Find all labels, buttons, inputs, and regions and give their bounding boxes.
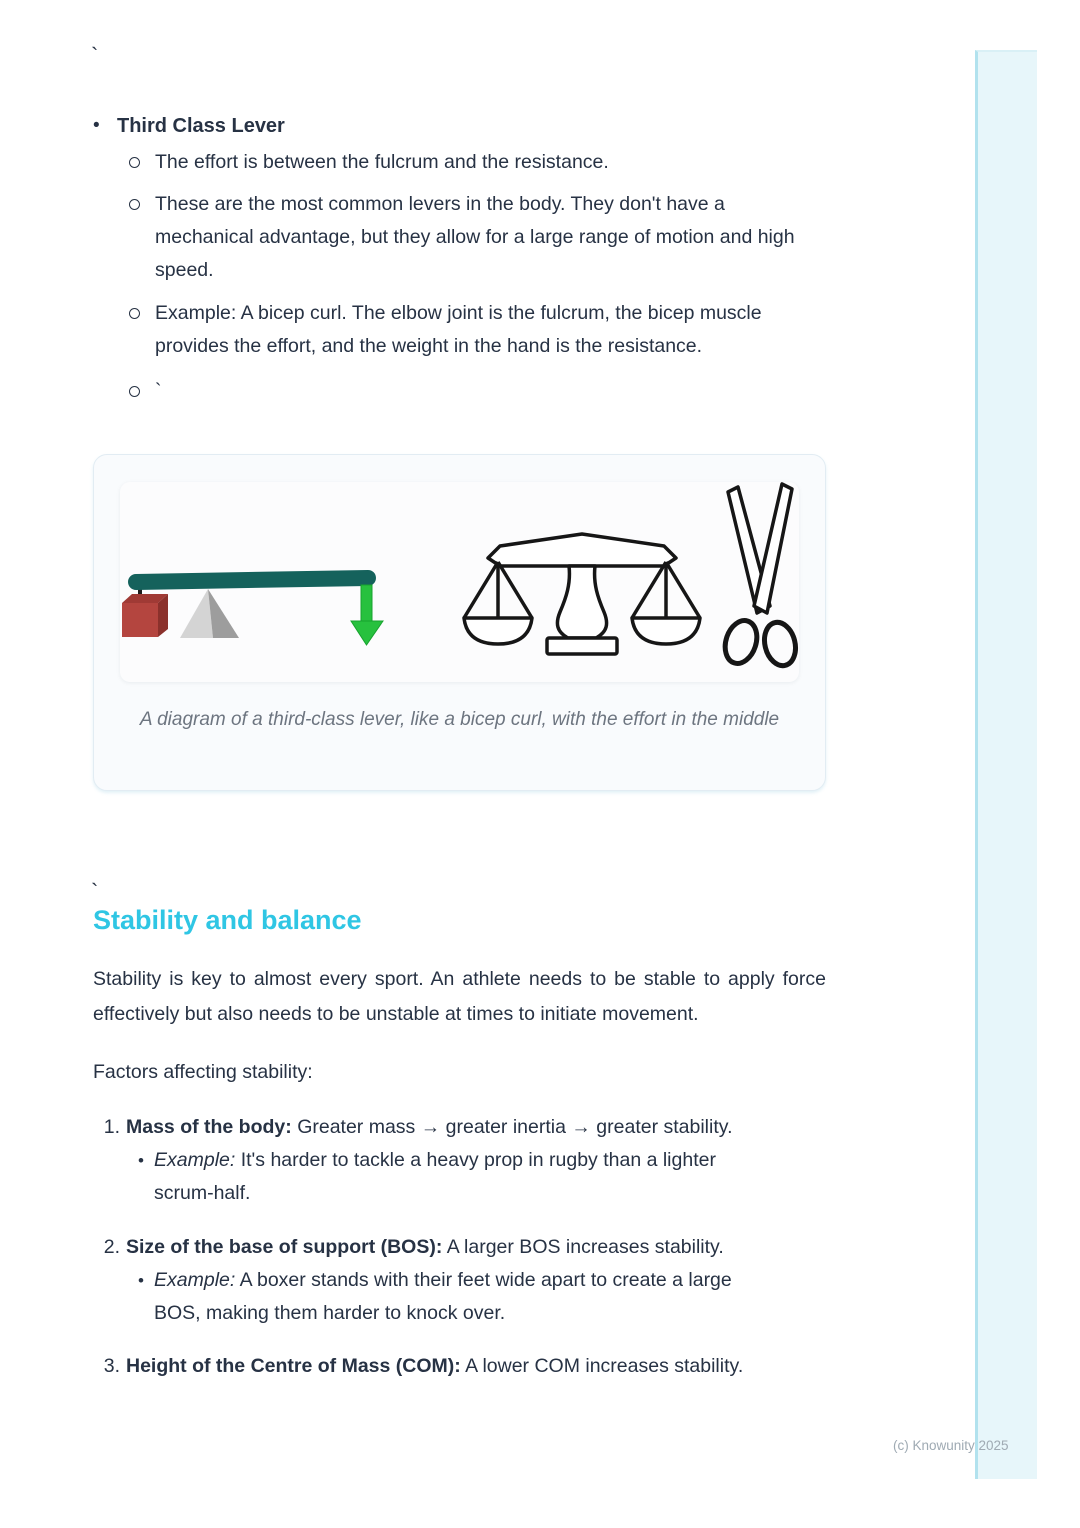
factor-example	[128, 1264, 826, 1330]
example-text	[154, 1264, 774, 1330]
factor-text: A larger BOS increases stability.	[446, 1236, 724, 1258]
factor-line	[126, 1350, 826, 1383]
stray-backtick-top: `	[91, 43, 99, 68]
figure-image	[120, 482, 799, 682]
factor-text: Greater mass → greater inertia → greater stability.	[297, 1116, 733, 1138]
circle-bullet-icon	[129, 386, 140, 397]
factors-label: Factors affecting stability:	[93, 1061, 313, 1083]
right-margin-strip	[975, 50, 1037, 1479]
example-body: A boxer stands with their feet wide apart to create a large BOS, making them harder to knock over.	[154, 1269, 732, 1324]
stray-backtick-pre-heading: `	[91, 879, 99, 904]
intro-paragraph: Stability is key to almost every sport. An athlete needs to be stable to apply force effectively but also needs to be unstable at times to initiate movement.	[93, 968, 826, 1025]
factor-line	[126, 1111, 826, 1144]
footer-copyright: (c) Knowunity 2025	[893, 1438, 1009, 1453]
page-content	[93, 0, 826, 1383]
factor-text: A lower COM increases stability.	[465, 1355, 744, 1377]
factor-body	[126, 1111, 826, 1210]
list-item	[93, 146, 826, 179]
list-item	[93, 297, 826, 363]
lever-point: Example: A bicep curl. The elbow joint is the fulcrum, the bicep muscle provides the effort, and the weight in the hand is the resistance.	[155, 302, 762, 357]
section-heading: Stability and balance	[93, 905, 362, 935]
factor-body	[126, 1231, 826, 1330]
factor-body	[126, 1350, 826, 1383]
stray-backtick-list: `	[155, 380, 162, 402]
factor-number: 2.	[103, 1236, 120, 1258]
lever-point: The effort is between the fulcrum and the resistance.	[155, 151, 609, 173]
factor-number: 1.	[103, 1116, 120, 1138]
example-body: It's harder to tackle a heavy prop in rugby than a lighter scrum-half.	[154, 1149, 716, 1204]
example-label: Example:	[154, 1269, 236, 1291]
balance-scale-icon	[464, 534, 700, 654]
list-item-lever-title	[93, 112, 826, 140]
third-class-lever-icon	[122, 570, 383, 645]
lever-title: • Third Class Lever	[117, 115, 285, 137]
third-class-lever-diagram	[120, 482, 799, 682]
circle-bullet-icon	[129, 199, 140, 210]
factor-line	[126, 1231, 826, 1264]
list-item-stray	[93, 375, 826, 408]
factor-term: Mass of the body:	[126, 1116, 292, 1138]
factor-item	[93, 1111, 826, 1210]
factor-example	[128, 1144, 826, 1210]
figure-caption: A diagram of a third-class lever, like a bicep curl, with the effort in the middle	[139, 709, 780, 730]
factor-item	[93, 1231, 826, 1330]
bullet-icon	[128, 1144, 154, 1177]
circle-bullet-icon	[129, 157, 140, 168]
example-text	[154, 1144, 774, 1210]
bullet-icon	[128, 1264, 154, 1297]
circle-bullet-icon	[129, 308, 140, 319]
lever-point: These are the most common levers in the body. They don't have a mechanical advantage, but they allow for a large range of motion and high speed.	[155, 193, 795, 281]
factor-number: 3.	[103, 1355, 120, 1377]
example-label: Example:	[154, 1149, 236, 1171]
scissors-icon	[720, 484, 799, 669]
lever-list	[93, 112, 826, 408]
factor-item	[93, 1350, 826, 1383]
list-item	[93, 188, 826, 287]
figure-card	[93, 454, 826, 791]
factor-term: Height of the Centre of Mass (COM):	[126, 1355, 461, 1377]
factor-term: Size of the base of support (BOS):	[126, 1236, 443, 1258]
